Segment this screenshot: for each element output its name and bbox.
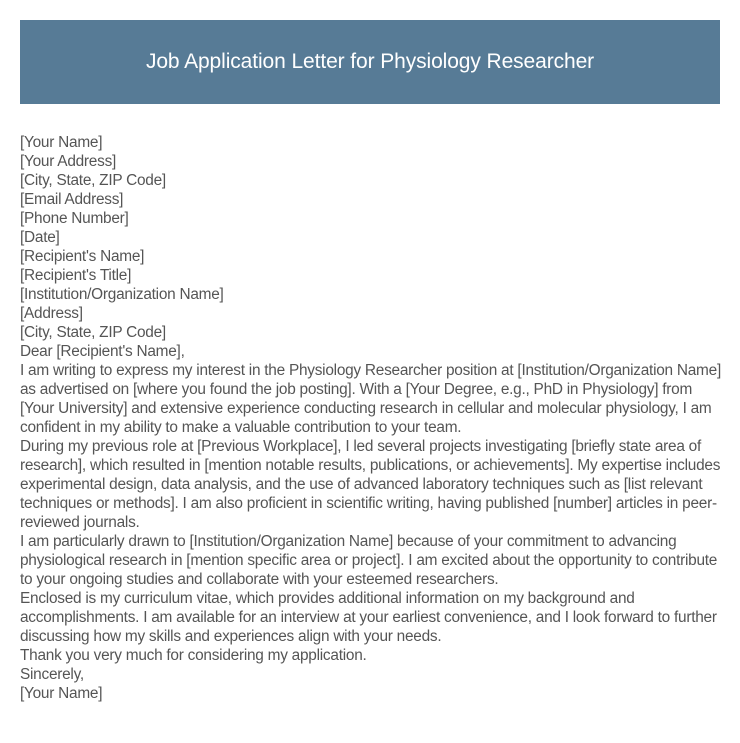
recipient-address: [Address] [20,305,83,322]
recipient-name: [Recipient's Name] [20,248,145,265]
recipient-title: [Recipient's Title] [20,267,132,284]
salutation: Dear [Recipient's Name], [20,343,185,360]
recipient-city-state-zip: [City, State, ZIP Code] [20,324,166,341]
sender-address: [Your Address] [20,153,117,170]
paragraph-experience: During my previous role at [Previous Workplace], I led several projects investigating [briefly state area of research], which resulted in [mention notable results, publications, or achievements]. My expertise includes experimental design, data analysis, and the use of advanced laboratory techniques such as [list relevant techniques or methods]. I am also proficient in scientific writing, having published [number] articles in peer-reviewed journals. [20,438,721,531]
sender-email: [Email Address] [20,191,124,208]
closing: Sincerely, [20,666,84,683]
paragraph-enclosure: Enclosed is my curriculum vitae, which provides additional information on my background and accomplishments. I am available for an interview at your earliest convenience, and I look forward to further discussing how my skills and experiences align with your needs. [20,590,717,645]
paragraph-intro: I am writing to express my interest in the Physiology Researcher position at [Institution/Organization Name] as advertised on [where you found the job posting]. With a [Your Degree, e.g., PhD in Physiology] from [Your University] and extensive experience conducting research in cellular and molecular physiology, I am confident in my ability to make a valuable contribution to your team. [20,362,721,436]
sender-name: [Your Name] [20,134,103,151]
sender-phone: [Phone Number] [20,210,129,227]
paragraph-thanks: Thank you very much for considering my application. [20,647,367,664]
letter-body [20,133,725,703]
signature: [Your Name] [20,685,103,702]
letter-date: [Date] [20,229,60,246]
sender-city-state-zip: [City, State, ZIP Code] [20,172,166,189]
page-header [20,20,720,104]
recipient-institution: [Institution/Organization Name] [20,286,224,303]
page-title: Job Application Letter for Physiology Researcher [145,50,595,73]
paragraph-motivation: I am particularly drawn to [Institution/Organization Name] because of your commitment to advancing physiological research in [mention specific area or project]. I am excited about the opportunity to contribute to your ongoing studies and collaborate with your esteemed researchers. [20,533,718,588]
